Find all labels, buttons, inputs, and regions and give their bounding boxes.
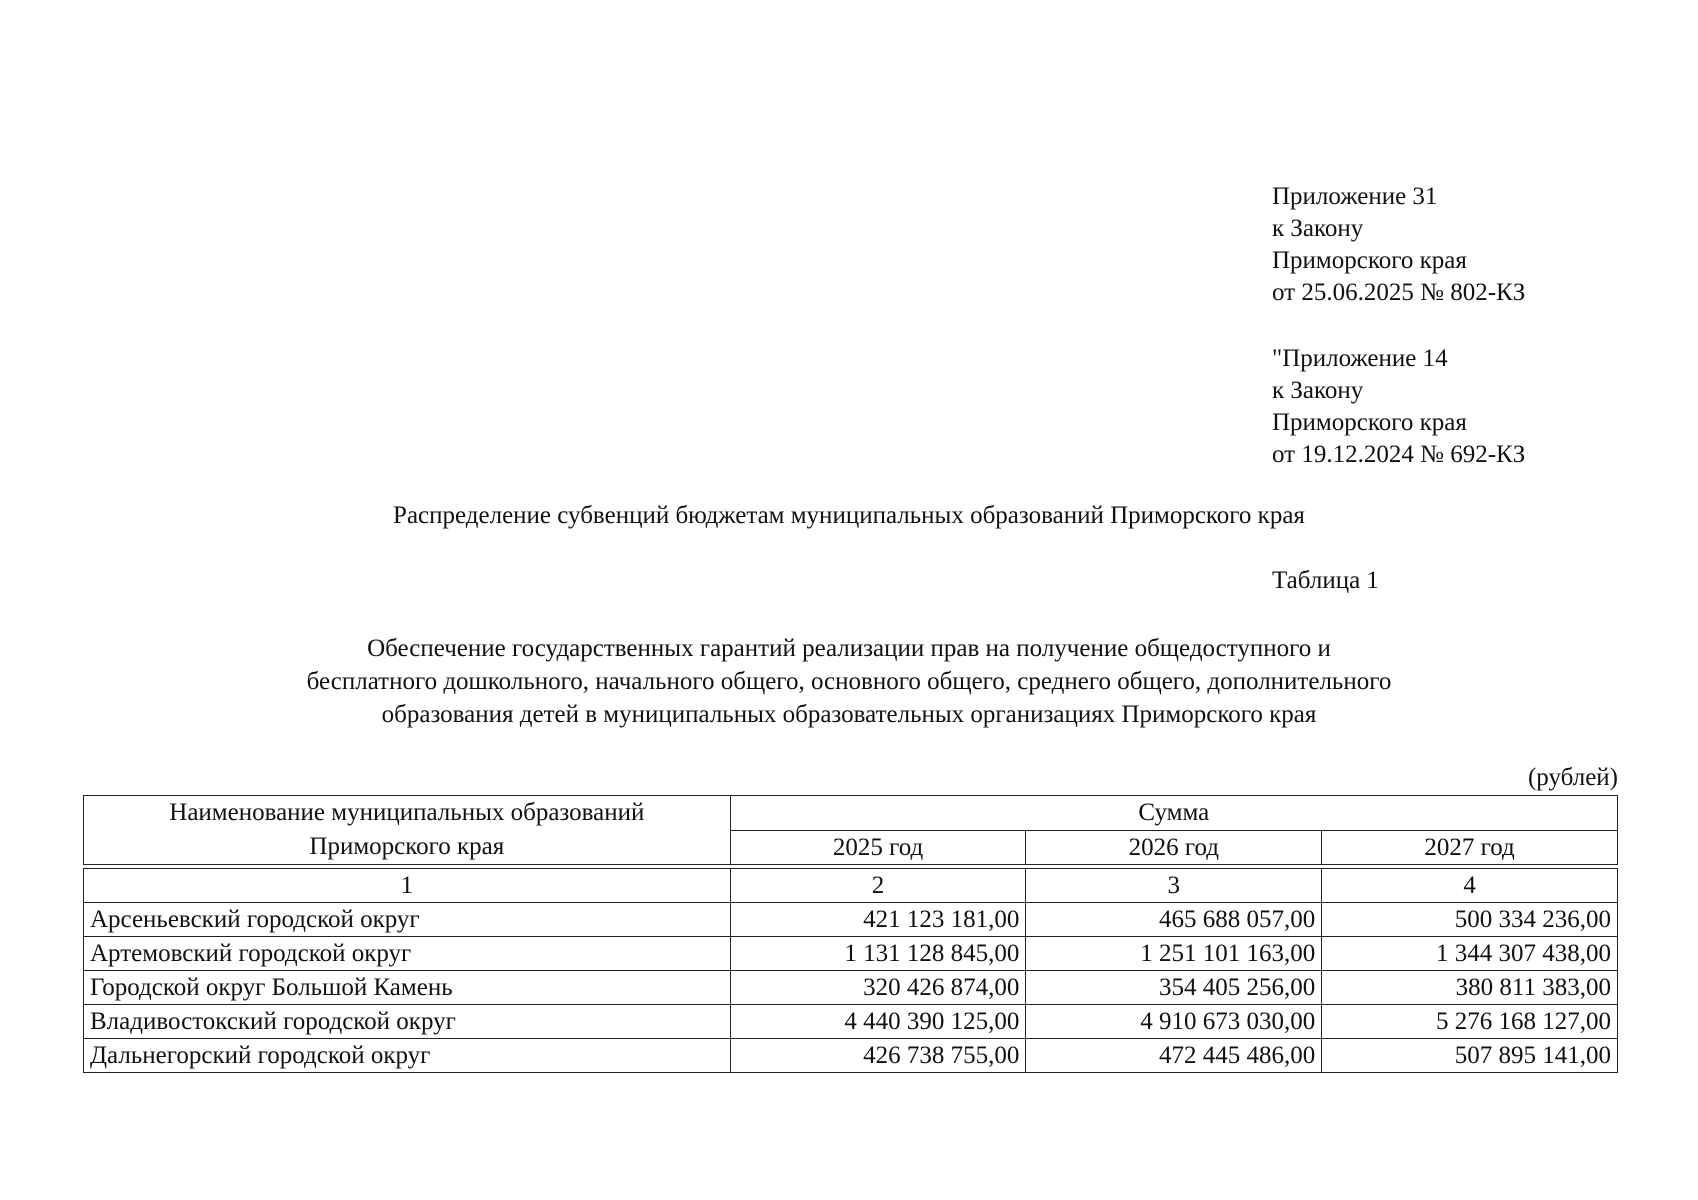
amount-2027: 507 895 141,00: [1322, 1039, 1618, 1073]
table-row: [84, 1039, 1618, 1073]
appendix-current-reference: [1272, 181, 1525, 309]
table-title-line: Обеспечение государственных гарантий реализации прав на получение общедоступного и: [367, 635, 1331, 662]
header-year: 2027 год: [1322, 830, 1618, 865]
table-title-line: образования детей в муниципальных образовательных организациях Приморского края: [381, 701, 1317, 728]
amount-2026: 472 445 486,00: [1026, 1039, 1322, 1073]
column-number: 3: [1026, 869, 1322, 903]
appendix-amended-reference: [1272, 343, 1525, 471]
table-number: Таблица 1: [1272, 567, 1379, 594]
amount-2025: 4 440 390 125,00: [730, 1005, 1026, 1039]
appendix-amended-line: Приморского края: [1272, 409, 1467, 436]
column-numbers-row: [84, 869, 1618, 903]
municipality-name: Артемовский городской округ: [84, 937, 731, 971]
header-year: 2026 год: [1026, 830, 1322, 865]
appendix-amended-line: "Приложение 14: [1272, 345, 1448, 372]
municipality-name: Дальнегорский городской округ: [84, 1039, 731, 1073]
subventions-table: [83, 795, 1618, 1073]
appendix-current-line: к Закону: [1272, 215, 1364, 242]
table-title: [0, 632, 1698, 731]
table-header-row: [84, 796, 1618, 831]
municipality-name: Арсеньевский городской округ: [84, 903, 731, 937]
amount-2026: 354 405 256,00: [1026, 971, 1322, 1005]
header-name-line: Наименование муниципальных образований: [169, 799, 645, 826]
amount-2027: 1 344 307 438,00: [1322, 937, 1618, 971]
appendix-current-line: Приложение 31: [1272, 183, 1438, 210]
appendix-current-line: Приморского края: [1272, 247, 1467, 274]
amount-2025: 320 426 874,00: [730, 971, 1026, 1005]
amount-2027: 5 276 168 127,00: [1322, 1005, 1618, 1039]
amount-2025: 426 738 755,00: [730, 1039, 1026, 1073]
table-row: [84, 937, 1618, 971]
appendix-amended-line: от 19.12.2024 № 692-КЗ: [1272, 441, 1526, 468]
table-row: [84, 1005, 1618, 1039]
amount-2026: 465 688 057,00: [1026, 903, 1322, 937]
column-number: 1: [84, 869, 731, 903]
amount-2027: 500 334 236,00: [1322, 903, 1618, 937]
header-sum: Сумма: [730, 796, 1617, 831]
table-row: [84, 903, 1618, 937]
table-row: [84, 971, 1618, 1005]
amount-2027: 380 811 383,00: [1322, 971, 1618, 1005]
amount-2025: 1 131 128 845,00: [730, 937, 1026, 971]
municipality-name: Городской округ Большой Камень: [84, 971, 731, 1005]
document-title: Распределение субвенций бюджетам муниципальных образований Приморского края: [393, 502, 1305, 529]
municipality-name: Владивостокский городской округ: [84, 1005, 731, 1039]
header-year: 2025 год: [730, 830, 1026, 865]
amount-2026: 1 251 101 163,00: [1026, 937, 1322, 971]
header-municipality-name: [84, 796, 731, 865]
amount-2025: 421 123 181,00: [730, 903, 1026, 937]
table-title-line: бесплатного дошкольного, начального общего, основного общего, среднего общего, дополнительного: [306, 668, 1392, 695]
header-name-line: Приморского края: [309, 833, 505, 860]
appendix-current-line: от 25.06.2025 № 802-КЗ: [1272, 279, 1526, 306]
units-label: (рублей): [1527, 764, 1618, 791]
appendix-amended-line: к Закону: [1272, 377, 1364, 404]
amount-2026: 4 910 673 030,00: [1026, 1005, 1322, 1039]
column-number: 4: [1322, 869, 1618, 903]
column-number: 2: [730, 869, 1026, 903]
